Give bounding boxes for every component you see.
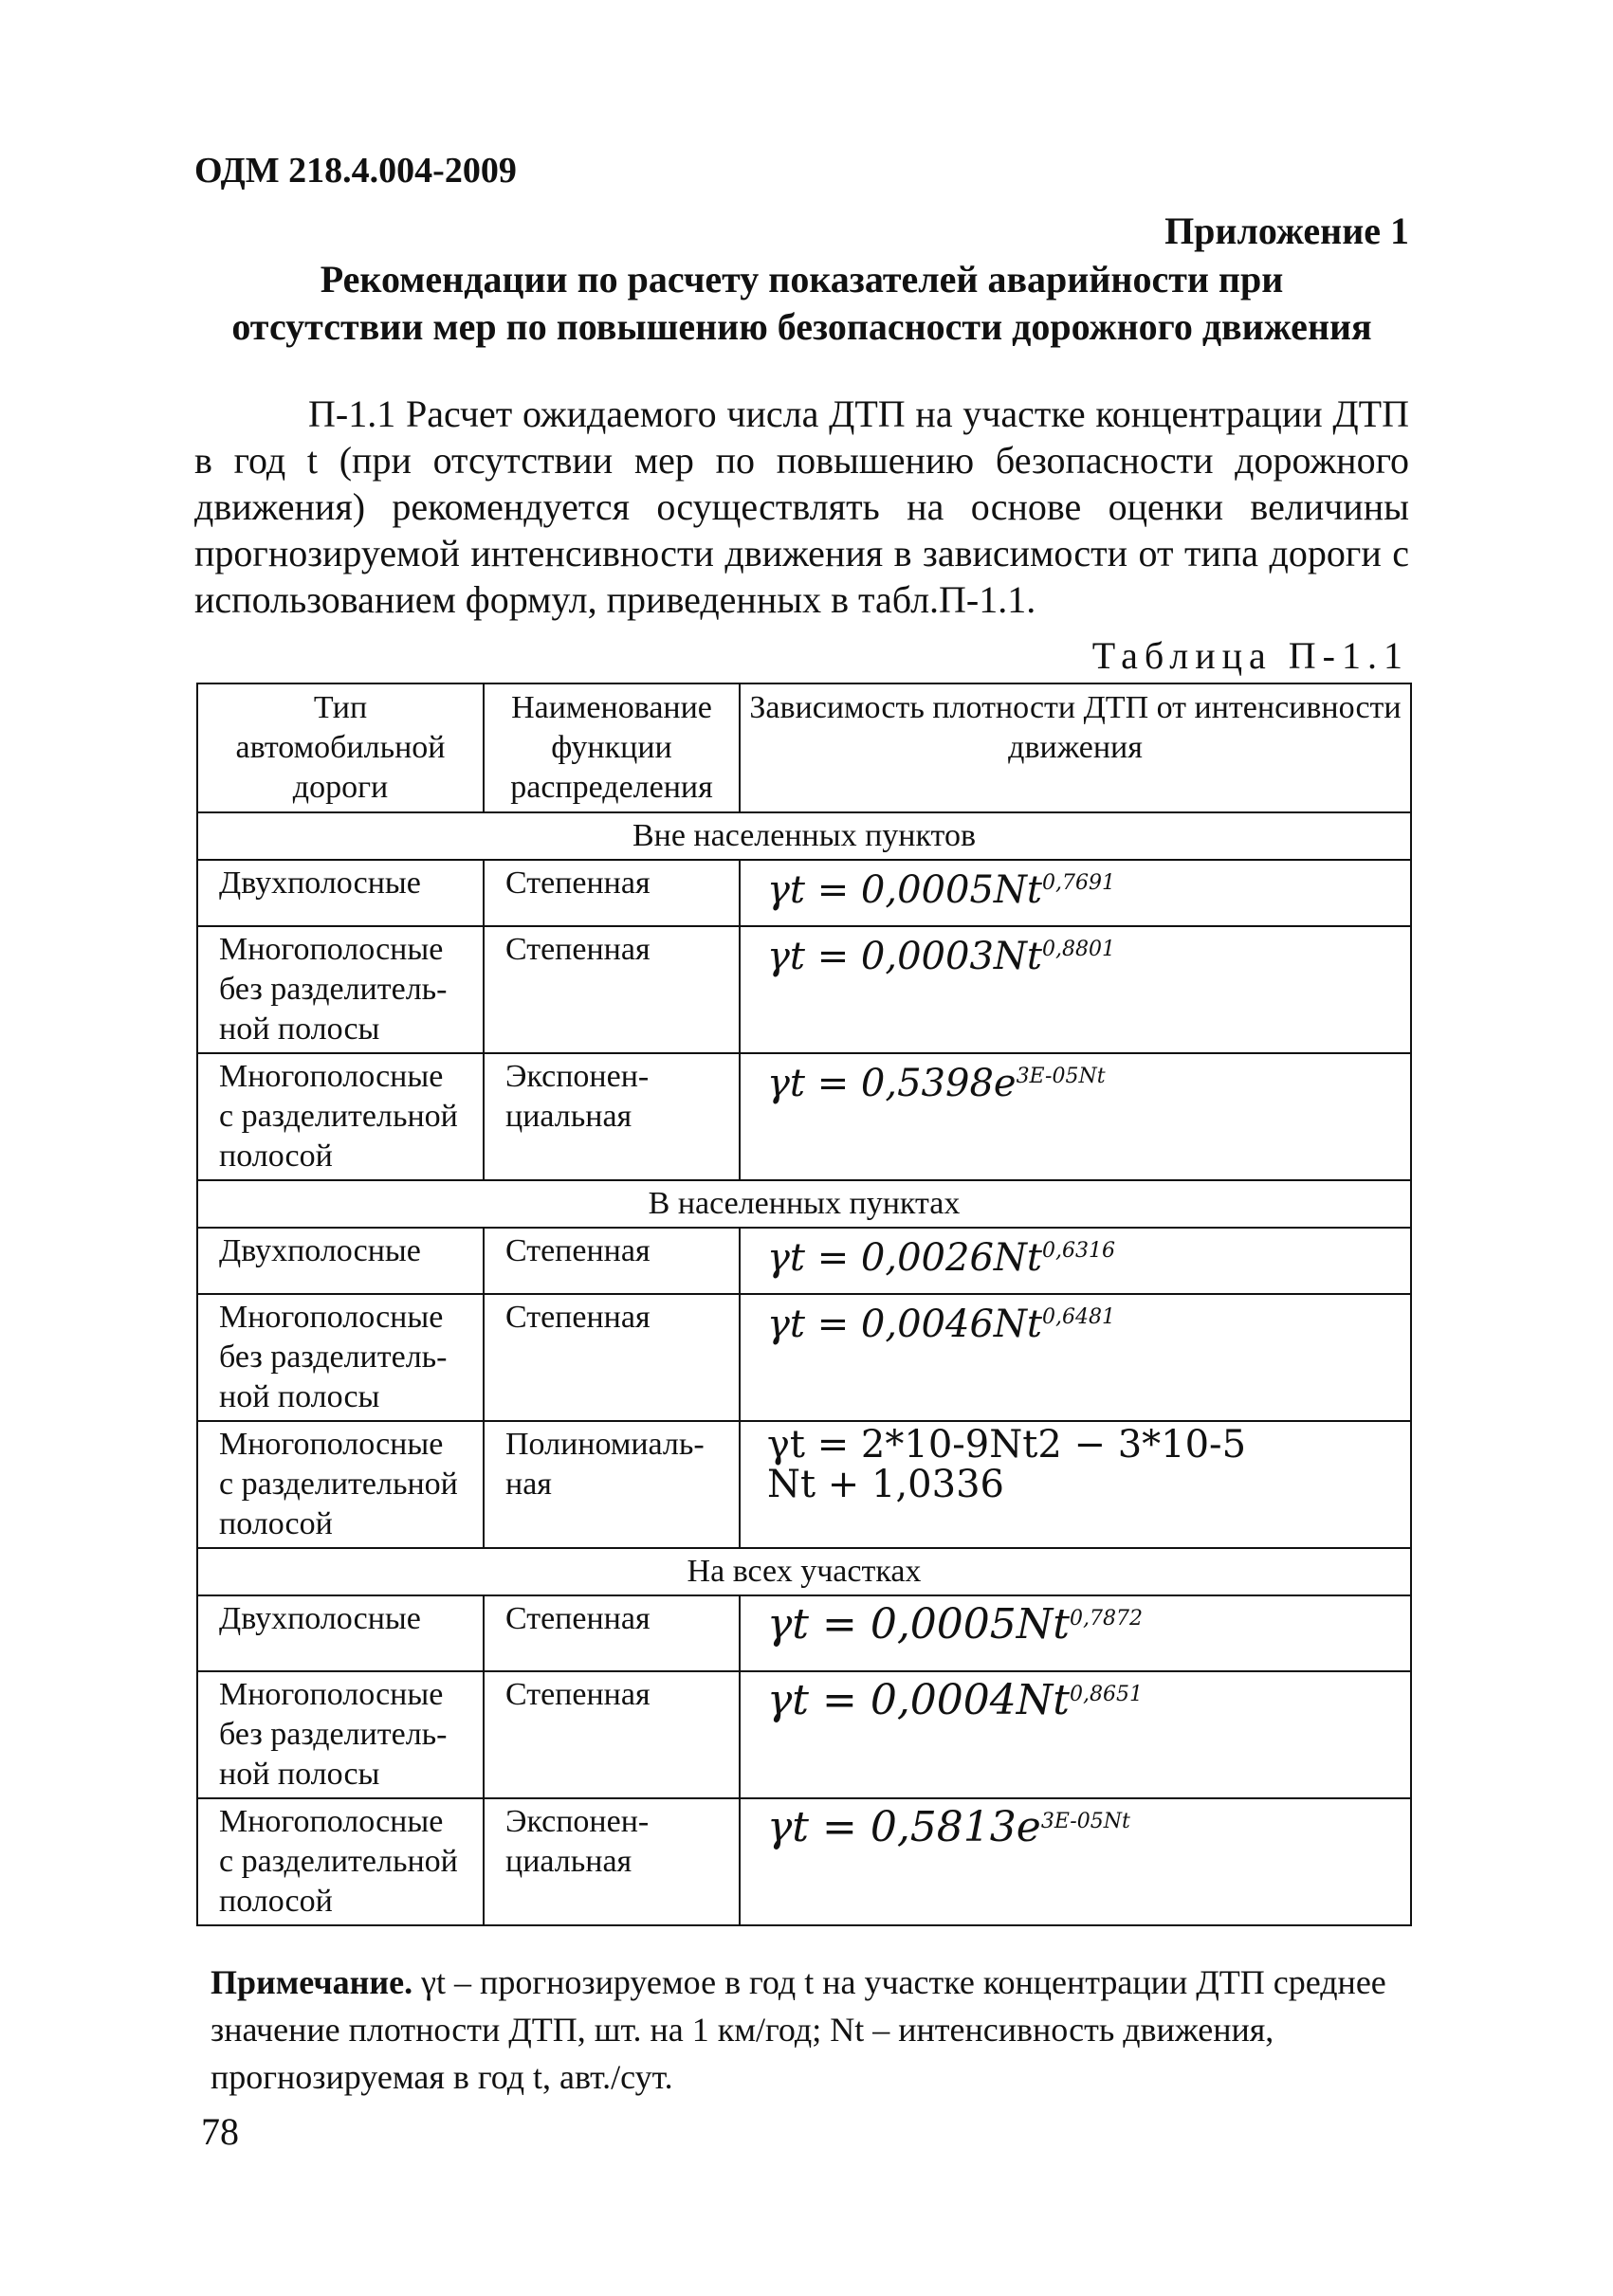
function-cell: Степенная	[484, 860, 740, 926]
table-caption: Таблица П-1.1	[1091, 634, 1409, 677]
road-type-cell: Двухполосные	[197, 860, 484, 926]
table-note	[211, 1959, 1420, 2101]
function-cell: Степенная	[484, 1595, 740, 1671]
formula-main: γt = 2*10-9Nt2 − 3*10-5	[767, 1423, 1247, 1467]
heading-line-2: отсутствии мер по повышению безопасности дорожного движения	[231, 305, 1372, 348]
formula-main: γt = 0,0005Nt	[767, 868, 1042, 912]
section-title: В населенных пунктах	[197, 1180, 1411, 1228]
formula-exponent: 0,6481	[1041, 1305, 1115, 1329]
formula-exponent: 0,7691	[1041, 871, 1115, 895]
road-type-cell: Многополосные без разделитель-ной полосы	[197, 1294, 484, 1421]
heading-line-1: Рекомендации по расчету показателей аварийности при	[320, 258, 1284, 301]
formula-exponent: 3E-05Nt	[1040, 1810, 1130, 1833]
table-row	[197, 860, 1411, 926]
road-type-cell: Двухполосные	[197, 1228, 484, 1294]
appendix-label: Приложение 1	[1164, 210, 1409, 252]
formula-cell	[740, 1294, 1411, 1421]
function-cell: Степенная	[484, 1228, 740, 1294]
table-row	[197, 1421, 1411, 1548]
intro-paragraph	[194, 391, 1409, 623]
note-text: γt – прогнозируемое в год t на участке концентрации ДТП среднее значение плотности ДТП, шт. на 1 км/год; Nt – интенсивность движения, прогнозируемая в год t, авт./сут.	[211, 1963, 1386, 2096]
formula-main: γt = 0,0026Nt	[767, 1236, 1042, 1280]
road-type-cell: Двухполосные	[197, 1595, 484, 1671]
formula-main: γt = 0,5813e	[767, 1803, 1041, 1851]
formula-exponent: 0,7872	[1069, 1607, 1143, 1631]
section-title: На всех участках	[197, 1548, 1411, 1595]
header-function: Наименование функции распределения	[484, 683, 740, 812]
note-label: Примечание.	[211, 1963, 413, 2001]
road-type-cell: Многополосные с разделительной полосой	[197, 1798, 484, 1925]
formula-main: γt = 0,0003Nt	[767, 935, 1042, 978]
formula-cell	[740, 1228, 1411, 1294]
formula-main: γt = 0,5398e	[767, 1062, 1017, 1105]
section-row	[197, 1180, 1411, 1228]
formula-continuation: Nt + 1,0336	[767, 1463, 1004, 1506]
formula-main: γt = 0,0005Nt	[767, 1600, 1070, 1649]
table-row	[197, 1053, 1411, 1180]
formula-cell	[740, 1798, 1411, 1925]
formula-cell	[740, 1671, 1411, 1798]
formula-cell	[740, 926, 1411, 1053]
table-row	[197, 926, 1411, 1053]
function-cell: Степенная	[484, 1294, 740, 1421]
formula-exponent: 3E-05Nt	[1016, 1065, 1106, 1088]
road-type-cell: Многополосные с разделительной полосой	[197, 1421, 484, 1548]
formula-main: γt = 0,0046Nt	[767, 1303, 1042, 1346]
page-number: 78	[201, 2110, 239, 2153]
formula-table	[196, 683, 1412, 1926]
document-code: ОДМ 218.4.004-2009	[194, 151, 517, 191]
formula-cell	[740, 1595, 1411, 1671]
table-row	[197, 1595, 1411, 1671]
section-title: Вне населенных пунктов	[197, 812, 1411, 860]
road-type-cell: Многополосные без разделитель-ной полосы	[197, 1671, 484, 1798]
header-road-type: Тип автомобильной дороги	[197, 683, 484, 812]
formula-cell	[740, 1053, 1411, 1180]
table-row	[197, 1798, 1411, 1925]
road-type-cell: Многополосные без разделитель-ной полосы	[197, 926, 484, 1053]
road-type-cell: Многополосные с разделительной полосой	[197, 1053, 484, 1180]
function-cell: Степенная	[484, 1671, 740, 1798]
formula-exponent: 0,8801	[1041, 938, 1115, 961]
formula-main: γt = 0,0004Nt	[767, 1676, 1070, 1724]
table-row	[197, 1671, 1411, 1798]
paragraph-text: Расчет ожидаемого числа ДТП на участке концентрации ДТП в год t (при отсутствии мер по повышению безопасности дорожного движения) рекомендуется осуществлять на основе оценки величины прогнозируемой интенсивности движения в зависимости от типа дороги с использованием формул, приведенных в табл.П-1.1.	[194, 392, 1409, 621]
formula-exponent: 0,6316	[1041, 1239, 1115, 1263]
function-cell: Степенная	[484, 926, 740, 1053]
section-row	[197, 812, 1411, 860]
table-row	[197, 1228, 1411, 1294]
table-header-row	[197, 683, 1411, 812]
formula-exponent: 0,8651	[1069, 1683, 1143, 1706]
paragraph-number: П-1.1	[308, 392, 396, 435]
function-cell: Экспонен-циальная	[484, 1798, 740, 1925]
function-cell: Экспонен-циальная	[484, 1053, 740, 1180]
formula-cell	[740, 860, 1411, 926]
formula-cell	[740, 1421, 1411, 1548]
function-cell: Полиномиаль-ная	[484, 1421, 740, 1548]
table-row	[197, 1294, 1411, 1421]
header-dependency: Зависимость плотности ДТП от интенсивности движения	[740, 683, 1411, 812]
section-row	[197, 1548, 1411, 1595]
appendix-heading	[194, 256, 1409, 351]
